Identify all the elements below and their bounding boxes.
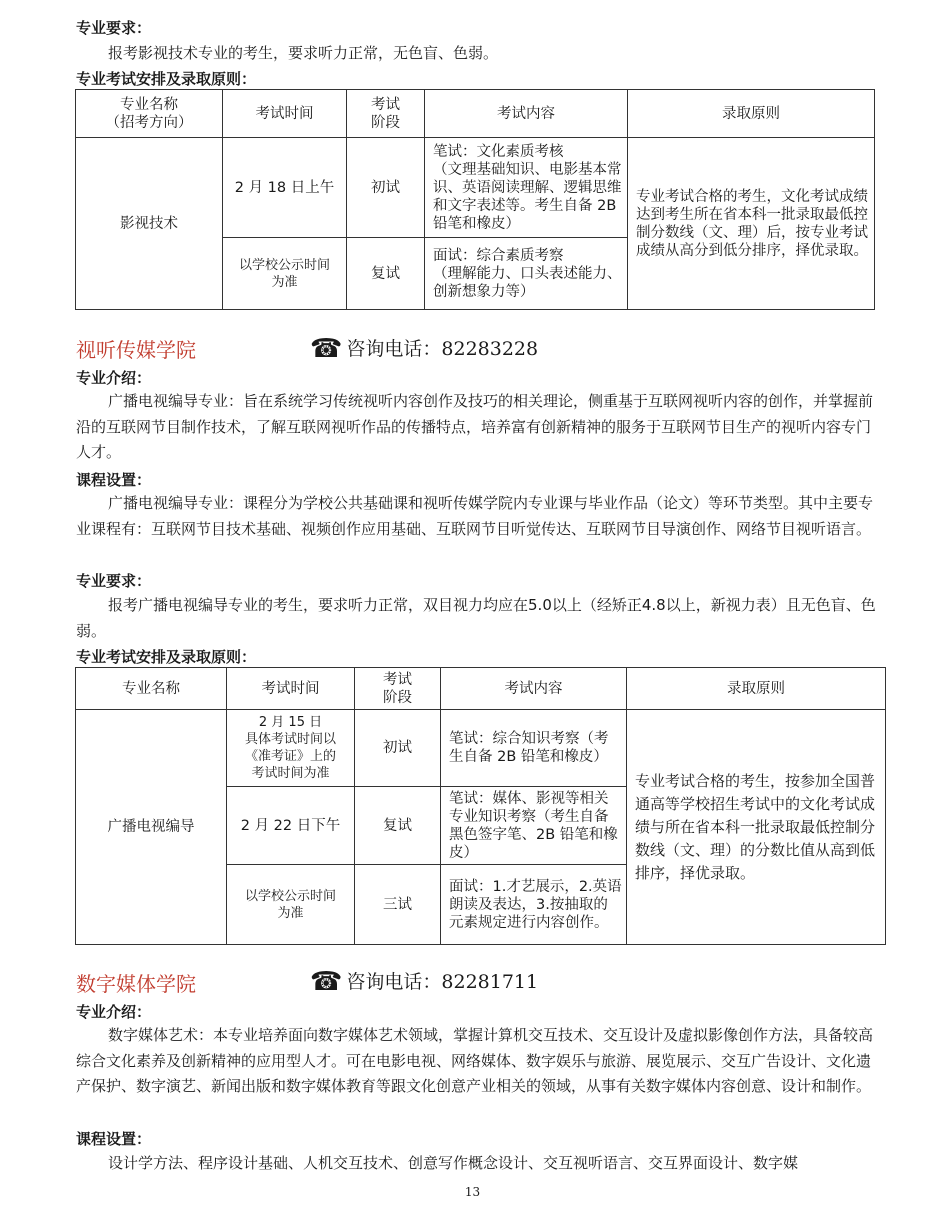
course-text: 设计学方法、程序设计基础、人机交互技术、创意写作概念设计、交互视听语言、交互界面设计、数字媒 — [108, 1154, 799, 1172]
intro-text: 广播电视编导专业：旨在系统学习传统视听内容创作及技巧的相关理论，侧重基于互联网视听内容的创作，并掌握前沿的互联网节目制作技术，了解互联网视听作品的传播特点，培养富有创新精神的服务于互联网节目生产的视听内容专门人才。 — [76, 392, 874, 461]
phone-label: 咨询电话： — [346, 971, 442, 993]
table-header: 考试内容 — [425, 90, 628, 138]
table-header: 考试时间 — [223, 90, 347, 138]
exam-time-cell: 以学校公示时间 为准 — [227, 865, 355, 945]
contact-phone — [310, 336, 538, 362]
table-header: 考试 阶段 — [347, 90, 425, 138]
table-header: 考试时间 — [227, 668, 355, 710]
major-name-cell: 广播电视编导 — [76, 710, 227, 945]
exam-arrangement-heading: 专业考试安排及录取原则： — [76, 648, 257, 666]
department-title: 视听传媒学院 — [76, 338, 196, 362]
table-header: 考试 阶段 — [355, 668, 441, 710]
course-heading: 课程设置： — [76, 471, 152, 489]
exam-content-cell: 笔试：媒体、影视等相关专业知识考察（考生自备黑色签字笔、2B 铅笔和橡皮） — [441, 787, 627, 865]
exam-time-cell: 2 月 15 日 具体考试时间以 《准考证》上的 考试时间为准 — [227, 710, 355, 787]
exam-time-cell: 以学校公示时间 为准 — [223, 238, 347, 310]
exam-table-film-tech — [75, 89, 875, 310]
table-header: 考试内容 — [441, 668, 627, 710]
table-header: 专业名称 （招考方向） — [76, 90, 223, 138]
contact-phone — [310, 969, 538, 995]
requirement-heading: 专业要求： — [76, 572, 152, 590]
exam-stage-cell: 三试 — [355, 865, 441, 945]
intro-heading: 专业介绍： — [76, 1003, 152, 1021]
telephone-icon: ☎ — [310, 967, 343, 997]
department-title: 数字媒体学院 — [76, 972, 196, 996]
course-text: 广播电视编导专业：课程分为学校公共基础课和视听传媒学院内专业课与毕业作品（论文）等环节类型。其中主要专业课程有：互联网节目技术基础、视频创作应用基础、互联网节目听觉传达、互联网节目导演创作、网络节目视听语言。 — [76, 494, 874, 538]
exam-table-broadcast — [75, 667, 886, 945]
exam-stage-cell: 复试 — [347, 238, 425, 310]
exam-content-cell: 面试：综合素质考察 （理解能力、口头表述能力、创新想象力等） — [425, 238, 628, 310]
exam-content-cell: 笔试：文化素质考核 （文理基础知识、电影基本常识、英语阅读理解、逻辑思维和文字表述等。考生自备 2B 铅笔和橡皮） — [425, 138, 628, 238]
table-header: 录取原则 — [627, 668, 886, 710]
exam-time-cell: 2 月 22 日下午 — [227, 787, 355, 865]
exam-content-cell: 笔试：综合知识考察（考生自备 2B 铅笔和橡皮） — [441, 710, 627, 787]
requirement-text: 报考影视技术专业的考生，要求听力正常，无色盲、色弱。 — [108, 44, 499, 62]
phone-label: 咨询电话： — [346, 338, 442, 360]
course-heading: 课程设置： — [76, 1130, 152, 1148]
exam-stage-cell: 初试 — [347, 138, 425, 238]
phone-number: 82283228 — [441, 338, 539, 360]
exam-arrangement-heading: 专业考试安排及录取原则： — [76, 70, 257, 88]
major-name-cell: 影视技术 — [76, 138, 223, 310]
admission-principle-cell: 专业考试合格的考生，按参加全国普通高等学校招生考试中的文化考试成绩与所在省本科一批录取最低控制分数线（文、理）的分数比值从高到低排序，择优录取。 — [627, 710, 886, 945]
exam-stage-cell: 初试 — [355, 710, 441, 787]
exam-time-cell: 2 月 18 日上午 — [223, 138, 347, 238]
exam-content-cell: 面试：1.才艺展示，2.英语朗读及表达，3.按抽取的元素规定进行内容创作。 — [441, 865, 627, 945]
table-header: 录取原则 — [628, 90, 875, 138]
phone-number: 82281711 — [441, 971, 539, 993]
table-header: 专业名称 — [76, 668, 227, 710]
requirement-text: 报考广播电视编导专业的考生，要求听力正常，双目视力均应在5.0以上（经矫正4.8以上，新视力表）且无色盲、色弱。 — [76, 596, 876, 640]
intro-text: 数字媒体艺术：本专业培养面向数字媒体艺术领域，掌握计算机交互技术、交互设计及虚拟影像创作方法，具备较高综合文化素养及创新精神的应用型人才。可在电影电视、网络媒体、数字娱乐与旅游、展览展示、交互广告设计、文化遗产保护、数字演艺、新闻出版和数字媒体教育等跟文化创意产业相关的领域，从事有关数字媒体内容创意、设计和制作。 — [76, 1026, 874, 1095]
intro-heading: 专业介绍： — [76, 369, 152, 387]
telephone-icon: ☎ — [310, 334, 343, 364]
requirement-heading: 专业要求： — [76, 19, 152, 37]
admission-principle-cell: 专业考试合格的考生，文化考试成绩达到考生所在省本科一批录取最低控制分数线（文、理）后，按专业考试成绩从高分到低分排序，择优录取。 — [628, 138, 875, 310]
page-number: 13 — [464, 1185, 481, 1199]
exam-stage-cell: 复试 — [355, 787, 441, 865]
